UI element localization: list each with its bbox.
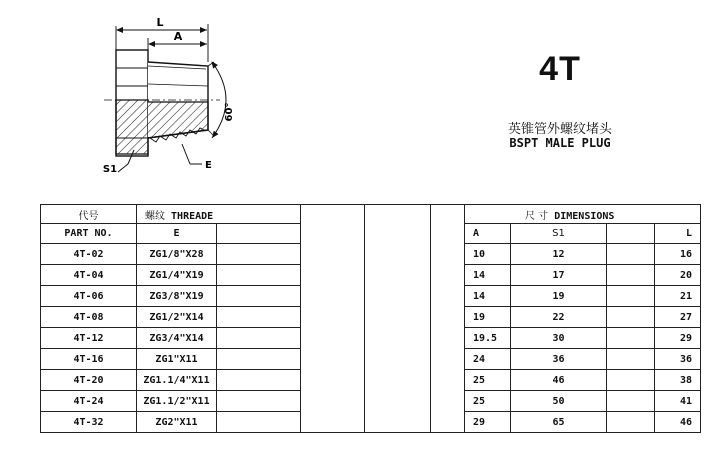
blank-column-1 [301,205,365,433]
cell-blank [607,349,655,370]
header-thread-blank [217,224,301,244]
cell-blank [217,391,301,412]
cell-thread: ZG1.1/2"X11 [137,391,217,412]
dim-label-l: L [156,16,164,29]
product-name-english: BSPT MALE PLUG [509,136,611,150]
cell-part: 4T-24 [41,391,137,412]
header-code-cn: 代号 [41,205,137,224]
product-code-title: 4T [539,50,581,88]
cell-blank [217,265,301,286]
cell-l: 20 [655,265,701,286]
cell-part: 4T-12 [41,328,137,349]
header-dimensions [465,205,701,224]
plug-technical-drawing [0,0,727,200]
cell-thread: ZG1/8"X28 [137,244,217,265]
header-thread-sub: E [137,224,217,244]
cell-blank [607,412,655,433]
cell-blank [217,328,301,349]
cell-s1: 30 [511,328,607,349]
cell-blank [607,370,655,391]
cell-blank [607,391,655,412]
cell-a: 25 [465,370,511,391]
cell-part: 4T-04 [41,265,137,286]
cell-blank [607,265,655,286]
cell-blank [217,412,301,433]
cell-s1: 22 [511,307,607,328]
dim-label-angle: 60° [224,102,235,122]
cell-a: 25 [465,391,511,412]
cell-part: 4T-32 [41,412,137,433]
cell-l: 16 [655,244,701,265]
cell-a: 19.5 [465,328,511,349]
header-part-no: PART NO. [41,224,137,244]
cell-thread: ZG1/4"X19 [137,265,217,286]
product-name-chinese: 英锥管外螺纹堵头 [507,122,612,137]
header-thread-en: THREADE [171,210,214,222]
section-hatch [116,100,208,154]
dimension-table [40,204,701,433]
cell-blank [217,286,301,307]
cell-s1: 19 [511,286,607,307]
cell-l: 36 [655,349,701,370]
cell-l: 41 [655,391,701,412]
cell-thread: ZG3/8"X19 [137,286,217,307]
cell-a: 19 [465,307,511,328]
header-thread-cn: 螺纹 [145,210,165,222]
cell-blank [607,307,655,328]
cell-a: 24 [465,349,511,370]
cell-a: 14 [465,286,511,307]
dim-label-a: A [173,30,183,43]
cell-blank [217,244,301,265]
table-header-row-1 [41,205,701,224]
cell-s1: 17 [511,265,607,286]
blank-column-3 [431,205,465,433]
cell-blank [607,244,655,265]
cell-thread: ZG1/2"X14 [137,307,217,328]
cell-s1: 46 [511,370,607,391]
cell-thread: ZG3/4"X14 [137,328,217,349]
blank-column-2 [365,205,431,433]
header-a: A [465,224,511,244]
cell-thread: ZG1"X11 [137,349,217,370]
cell-a: 29 [465,412,511,433]
cell-s1: 50 [511,391,607,412]
dim-label-e: E [205,160,212,171]
cell-l: 38 [655,370,701,391]
cell-part: 4T-06 [41,286,137,307]
dim-label-s1: S1 [102,164,118,175]
cell-s1: 36 [511,349,607,370]
cell-l: 29 [655,328,701,349]
cell-a: 10 [465,244,511,265]
header-dims-cn: 尺 寸 [525,210,549,222]
header-dims-en: DIMENSIONS [554,210,615,222]
cell-part: 4T-20 [41,370,137,391]
header-l: L [655,224,701,244]
header-s1: S1 [511,224,607,244]
cell-s1: 65 [511,412,607,433]
cell-l: 46 [655,412,701,433]
cell-blank [217,307,301,328]
cell-part: 4T-02 [41,244,137,265]
cell-blank [217,349,301,370]
cell-thread: ZG2"X11 [137,412,217,433]
header-blank [607,224,655,244]
cell-blank [607,286,655,307]
header-thread [137,205,301,224]
cell-blank [607,328,655,349]
cell-thread: ZG1.1/4"X11 [137,370,217,391]
cell-s1: 12 [511,244,607,265]
cell-part: 4T-08 [41,307,137,328]
cell-a: 14 [465,265,511,286]
cell-blank [217,370,301,391]
cell-l: 27 [655,307,701,328]
cell-part: 4T-16 [41,349,137,370]
cell-l: 21 [655,286,701,307]
